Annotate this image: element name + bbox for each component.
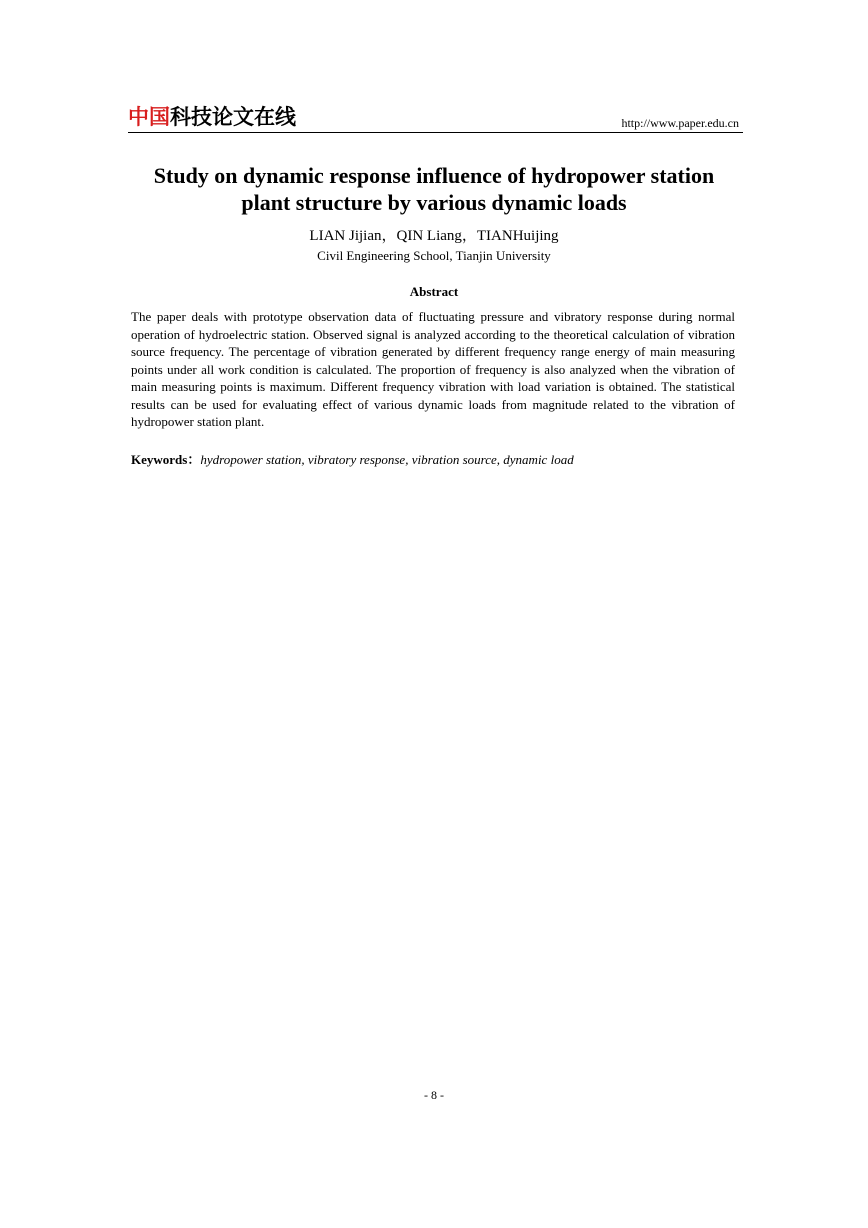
paper-title: [100, 162, 768, 216]
abstract-text: The paper deals with prototype observation data of fluctuating pressure and vibratory response during normal operation of hydroelectric station. Observed signal is analyzed according to the theoretical calculation of vibration source frequency. The percentage of vibration generated by different frequency range energy of main measuring points under all work condition is calculated. The proportion of frequency is also analyzed when the vibration of main measuring points is maximum. Different frequency vibration with load variation is obtained. The statistical results can be used for evaluating effect of various dynamic loads from magnitude related to the vibration of hydropower station plant.: [131, 309, 735, 429]
title-line-2: plant structure by various dynamic loads: [241, 190, 627, 215]
site-url[interactable]: http://www.paper.edu.cn: [621, 116, 739, 130]
authors: LIAN Jijian，QIN Liang，TIANHuijing: [309, 228, 559, 244]
keywords: [131, 451, 735, 468]
logo-part-red: 中国: [128, 105, 170, 129]
logo-part-black: 科技论文在线: [170, 105, 296, 129]
keywords-text: hydropower station, vibratory response, vibration source, dynamic load: [200, 452, 574, 467]
keywords-label: Keywords：: [131, 452, 201, 467]
affiliation: Civil Engineering School, Tianjin University: [317, 248, 551, 263]
page-header: [128, 104, 743, 133]
abstract-heading: Abstract: [409, 284, 459, 299]
title-line-1: Study on dynamic response influence of hydropower station: [153, 163, 715, 188]
site-logo: [128, 104, 296, 130]
page-number: - 8 -: [424, 1088, 444, 1102]
